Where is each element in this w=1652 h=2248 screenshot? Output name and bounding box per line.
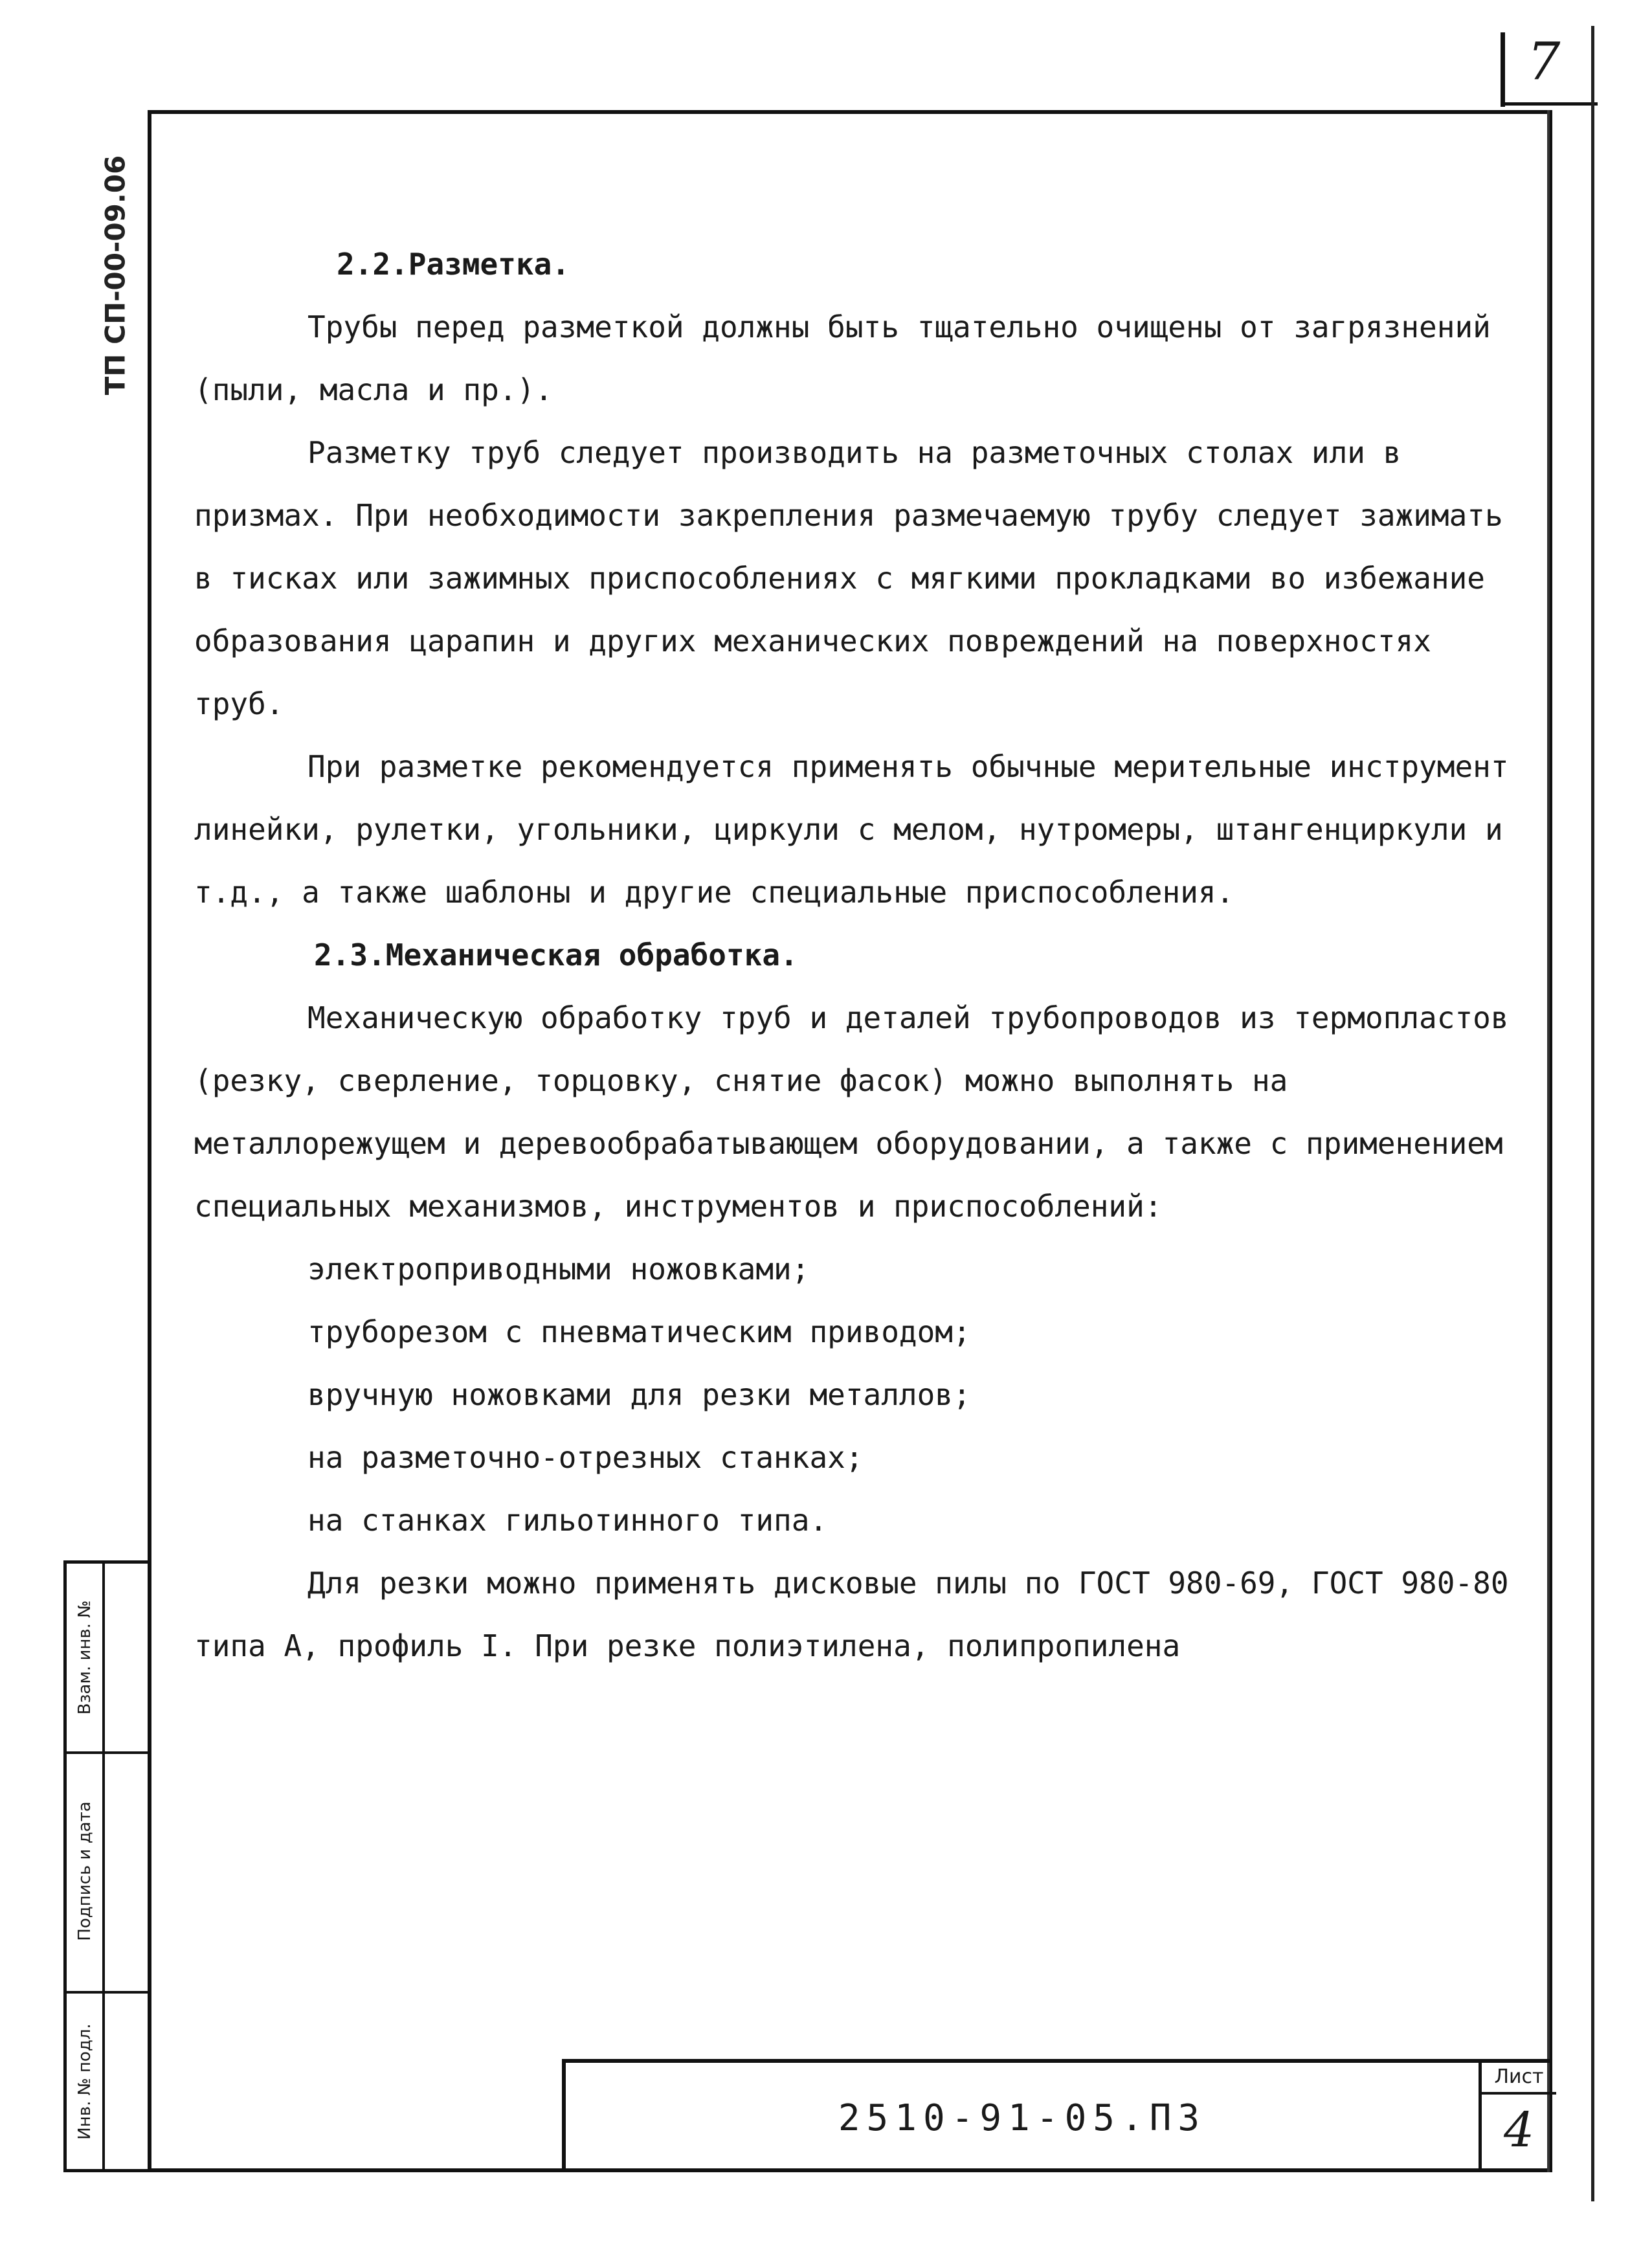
section-heading-marking: 2.2.Разметка.: [337, 247, 570, 282]
list-item: на разметочно-отрезных станках;: [307, 1440, 864, 1475]
paragraph: Для резки можно применять дисковые пилы по ГОСТ 980-69, ГОСТ 980-80 типа А, профиль I. При резке полиэтилена, полипропилена: [194, 1566, 1509, 1663]
side-table-cell-inventory: Инв. № подл.: [74, 2023, 95, 2140]
list-item: электроприводными ножовками;: [307, 1252, 810, 1287]
document-body: [194, 233, 1521, 1678]
list-item: вручную ножовками для резки металлов;: [307, 1377, 971, 1412]
corner-rule-vertical: [1501, 32, 1505, 107]
paragraph: Трубы перед разметкой должны быть тщательно очищены от загрязнений (пыли, масла и пр.).: [194, 309, 1491, 407]
side-table-cell-signature: Подпись и дата: [74, 1801, 95, 1941]
document-code: 2510-91-05.ПЗ: [838, 2096, 1207, 2139]
title-block: [562, 2059, 1552, 2172]
paragraph: Разметку труб следует производить на разметочных столах или в призмах. При необходимости закрепления размечаемую трубу следует зажимать в тисках или зажимных приспособлениях с мягкими прокладками во избежание образования царапин и других механических повреждений на поверхностях труб.: [194, 435, 1503, 721]
list-item: на станках гильотинного типа.: [307, 1503, 828, 1538]
paragraph: Механическую обработку труб и деталей трубопроводов из термопластов (резку, сверление, торцовку, снятие фасок) можно выполнять на металлорежущем и деревообрабатывающем оборудовании, а также с применением специальных механизмов, инструментов и приспособлений:: [194, 1000, 1509, 1224]
tool-list: [194, 1238, 1521, 1552]
section-heading-machining: 2.3.Механическая обработка.: [314, 938, 798, 972]
side-approval-table: [63, 1560, 148, 2172]
sheet-box: [1479, 2059, 1556, 2172]
sheet-label: Лист: [1482, 2059, 1556, 2095]
side-document-code: ТП СП-00-09.06: [99, 155, 131, 396]
paragraph: При разметке рекомендуется применять обычные мерительные инструмент линейки, рулетки, угольники, циркули с мелом, нутромеры, штангенциркули и т.д., а также шаблоны и другие специальные приспособления.: [194, 749, 1509, 910]
right-edge-rule: [1591, 26, 1594, 2201]
frame-inner-rule: [1547, 110, 1550, 2172]
side-table-cell-replacement: Взам. инв. №: [74, 1600, 95, 1715]
sheet-number: 4: [1503, 2102, 1535, 2158]
list-item: труборезом с пневматическим приводом;: [307, 1314, 971, 1349]
corner-page-number: 7: [1527, 31, 1561, 91]
corner-rule-horizontal: [1501, 102, 1598, 106]
